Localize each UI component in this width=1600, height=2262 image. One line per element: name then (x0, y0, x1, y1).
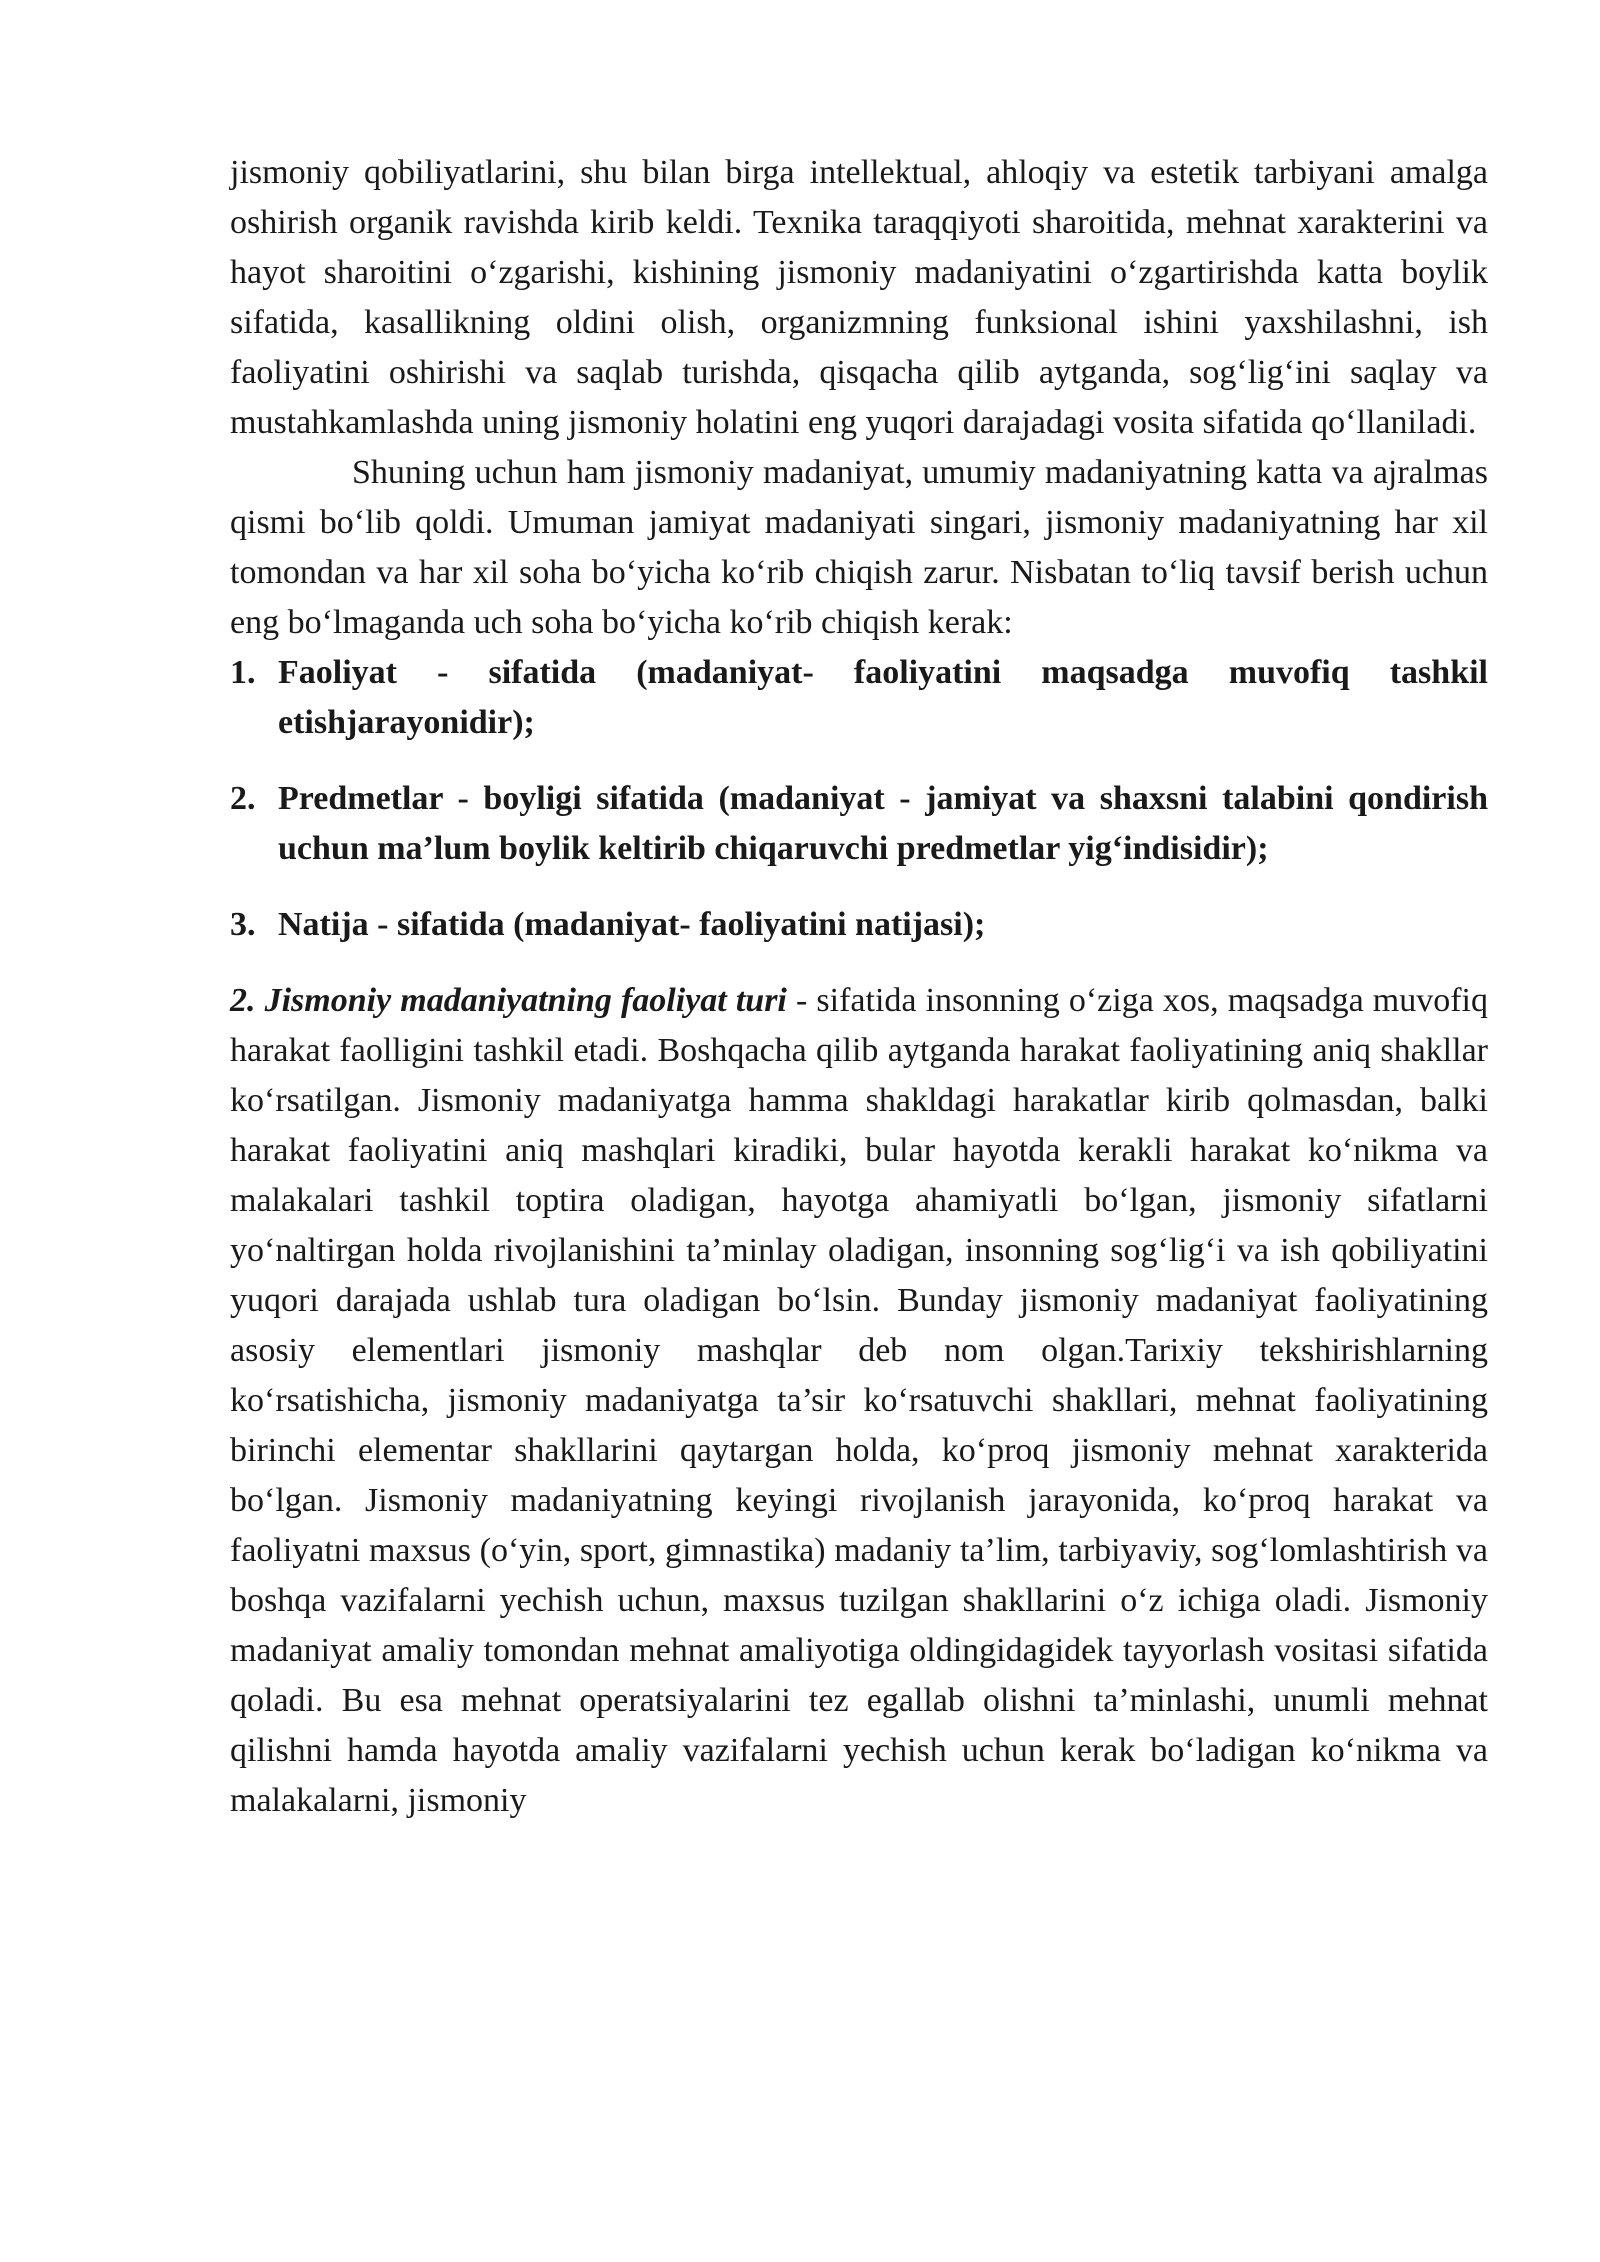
list-item (230, 648, 1488, 748)
list-item-number: 2. (230, 780, 256, 817)
paragraph-2: Shuning uchun ham jismoniy madaniyat, umumiy madaniyatning katta va ajralmas qismi bo‘lib qoldi. Umuman jamiyat madaniyati singari, jismoniy madaniyatning har xil tomondan va har xil soha bo‘yicha ko‘rib chiqish zarur. Nisbatan to‘liq tavsif berish uchun eng bo‘lmaganda uch soha bo‘yicha ko‘rib chiqish kerak: (230, 454, 1488, 641)
list-item (230, 774, 1488, 874)
list-item-text: Natija - sifatida (madaniyat- faoliyatini natijasi); (278, 906, 986, 943)
section-2-paragraph (230, 976, 1488, 1826)
document-body (230, 148, 1488, 1826)
list-item-number: 1. (230, 654, 256, 691)
list-item (230, 900, 1488, 950)
list-item-number: 3. (230, 906, 256, 943)
section-2-heading: 2. Jismoniy madaniyatning faoliyat turi (230, 982, 787, 1019)
list-item-text: Predmetlar - boyligi sifatida (madaniyat - jamiyat va shaxsni talabini qondirish uchun ma’lum boylik keltirib chiqaruvchi predmetlar yig‘indisidir); (278, 780, 1488, 867)
section-2-body: - sifatida insonning o‘ziga xos, maqsadga muvofiq harakat faolligini tashkil etadi. Boshqacha qilib aytganda harakat faoliyatining aniq shakllar ko‘rsatilgan. Jismoniy madaniyatga hamma shakldagi harakatlar kirib qolmasdan, balki harakat faoliyatini aniq mashqlari kiradiki, bular hayotda kerakli harakat ko‘nikma va malakalari tashkil toptira oladigan, hayotga ahamiyatli bo‘lgan, jismoniy sifatlarni yo‘naltirgan holda rivojlanishini ta’minlay oladigan, insonning sog‘lig‘i va ish qobiliyatini yuqori darajada ushlab tura oladigan bo‘lsin. Bunday jismoniy madaniyat faoliyatining asosiy elementlari jismoniy mashqlar deb nom olgan.Tarixiy tekshirishlarning ko‘rsatishicha, jismoniy madaniyatga ta’sir ko‘rsatuvchi shakllari, mehnat faoliyatining birinchi elementar shakllarini qaytargan holda, ko‘proq jismoniy mehnat xarakterida bo‘lgan. Jismoniy madaniyatning keyingi rivojlanish jarayonida, ko‘proq harakat va faoliyatni maxsus (o‘yin, sport, gimnastika) madaniy ta’lim, tarbiyaviy, sog‘lomlashtirish va boshqa vazifalarni yechish uchun, maxsus tuzilgan shakllarini o‘z ichiga oladi. Jismoniy madaniyat amaliy tomondan mehnat amaliyotiga oldingidagidek tayyorlash vositasi sifatida qoladi. Bu esa mehnat operatsiyalarini tez egallab olishni ta’minlashi, unumli mehnat qilishni hamda hayotda amaliy vazifalarni yechish uchun kerak bo‘ladigan ko‘nikma va malakalarni, jismoniy (230, 982, 1488, 1819)
list-item-text: Faoliyat - sifatida (madaniyat- faoliyatini maqsadga muvofiq tashkil etishjarayonidir); (278, 654, 1488, 741)
paragraph-1: jismoniy qobiliyatlarini, shu bilan birga intellektual, ahloqiy va estetik tarbiyani amalga oshirish organik ravishda kirib keldi. Texnika taraqqiyoti sharoitida, mehnat xarakterini va hayot sharoitini o‘zgarishi, kishining jismoniy madaniyatini o‘zgartirishda katta boylik sifatida, kasallikning oldini olish, organizmning funksional ishini yaxshilashni, ish faoliyatini oshirishi va saqlab turishda, qisqacha qilib aytganda, sog‘lig‘ini saqlay va mustahkamlashda uning jismoniy holatini eng yuqori darajadagi vosita sifatida qo‘llaniladi. (230, 154, 1488, 441)
